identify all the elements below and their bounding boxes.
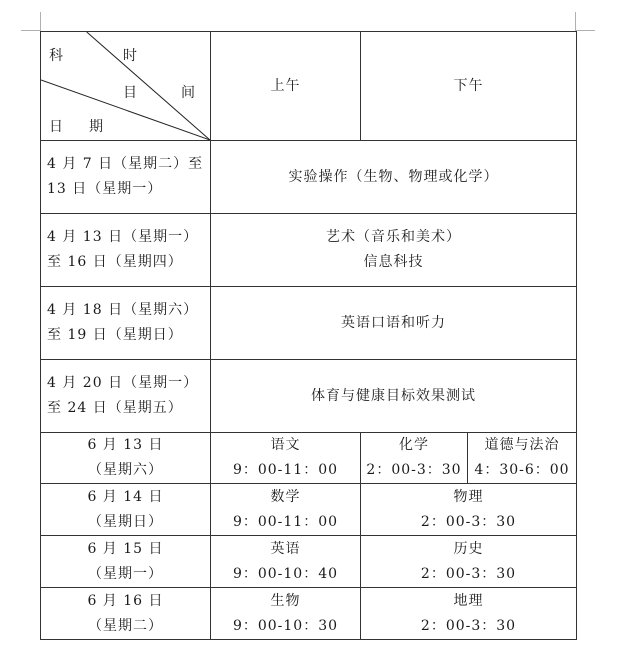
date-line: 6 月 13 日 [87, 437, 164, 453]
exam-subject: 语文 [270, 437, 301, 453]
date-line: 4 月 20 日（星期一） [47, 375, 199, 391]
exam-time: 4：30-6：00 [474, 462, 570, 478]
date-line: 至 19 日（星期日） [47, 327, 183, 343]
afternoon-exam-cell [361, 536, 577, 588]
subject-line: 信息科技 [363, 254, 424, 270]
date-line: 13 日（星期一） [47, 181, 163, 197]
exam-time: 9：00-11：00 [232, 513, 339, 530]
morning-exam-cell [211, 484, 361, 536]
date-line: 4 月 7 日（星期二）至 [47, 156, 204, 172]
date-line: 4 月 13 日（星期一） [47, 229, 199, 245]
exam-time: 2：00-3：30 [420, 513, 517, 530]
date-cell [41, 484, 211, 536]
table-row [41, 214, 577, 287]
date-cell [41, 536, 211, 588]
exam-subject: 历史 [453, 540, 484, 557]
exam-time: 9：00-11：00 [232, 462, 339, 478]
margin-mark-top-left-h [21, 30, 40, 31]
date-cell [41, 141, 211, 214]
weekday-line: （星期一） [88, 565, 163, 582]
date-cell [41, 287, 211, 360]
weekday-line: （星期二） [88, 617, 163, 634]
header-morning: 上午 [211, 32, 361, 141]
exam-subject: 道德与法治 [484, 437, 560, 453]
date-cell [41, 588, 211, 640]
table-header-row [41, 32, 577, 141]
table-row [41, 287, 577, 360]
subject-cell [211, 287, 577, 360]
exam-subject: 地理 [453, 592, 484, 609]
date-line: 4 月 18 日（星期六） [47, 302, 199, 318]
margin-mark-top-right-h [576, 30, 595, 31]
exam-time: 9：00-10：30 [232, 617, 339, 634]
date-cell [41, 214, 211, 287]
date-cell [41, 433, 211, 484]
table-row [41, 360, 577, 433]
margin-mark-top-left-v [40, 12, 41, 31]
table-row [41, 536, 577, 588]
corner-label-shi: 时 [123, 48, 138, 64]
header-afternoon: 下午 [361, 32, 577, 141]
table-row [41, 141, 577, 214]
morning-exam-cell [211, 588, 361, 640]
date-line: 至 24 日（星期五） [47, 400, 183, 416]
exam-subject: 数学 [270, 488, 301, 505]
weekday-line: （星期六） [88, 462, 163, 478]
exam-time: 2：00-3：30 [366, 462, 462, 478]
subject-cell [211, 141, 577, 214]
morning-exam-cell [211, 536, 361, 588]
date-cell [41, 360, 211, 433]
corner-label-mu: 目 [123, 85, 138, 101]
weekday-line: （星期日） [88, 513, 163, 530]
corner-label-ke: 科 [49, 48, 64, 64]
exam-schedule-table [40, 31, 577, 640]
morning-exam-cell [211, 433, 361, 484]
subject-line: 艺术（音乐和美术） [326, 229, 461, 245]
corner-label-ri: 日 [49, 119, 64, 135]
margin-mark-top-right-v [575, 12, 576, 31]
table-row [41, 484, 577, 536]
exam-subject: 化学 [399, 437, 429, 453]
afternoon-exam-cell [361, 484, 577, 536]
subject-line: 体育与健康目标效果测试 [311, 387, 476, 404]
diagonal-header-cell [41, 32, 211, 141]
exam-subject: 英语 [270, 540, 301, 557]
corner-label-qi: 期 [89, 119, 104, 135]
date-line: 至 16 日（星期四） [47, 254, 183, 270]
table-row [41, 588, 577, 640]
afternoon-exam-cell [361, 588, 577, 640]
corner-label-jian: 间 [181, 85, 196, 101]
exam-subject: 物理 [453, 488, 484, 505]
subject-cell [211, 214, 577, 287]
table-row [41, 433, 577, 484]
exam-time: 9：00-10：40 [232, 565, 339, 582]
afternoon-exam-cell [361, 433, 468, 484]
afternoon-exam-cell [468, 433, 577, 484]
date-line: 6 月 15 日 [87, 540, 164, 557]
subject-cell [211, 360, 577, 433]
subject-line: 实验操作（生物、物理或化学） [288, 168, 499, 185]
subject-line: 英语口语和听力 [341, 314, 446, 331]
date-line: 6 月 16 日 [87, 592, 164, 609]
exam-subject: 生物 [270, 592, 301, 609]
exam-time: 2：00-3：30 [420, 565, 517, 582]
date-line: 6 月 14 日 [87, 488, 164, 505]
exam-time: 2：00-3：30 [420, 617, 517, 634]
